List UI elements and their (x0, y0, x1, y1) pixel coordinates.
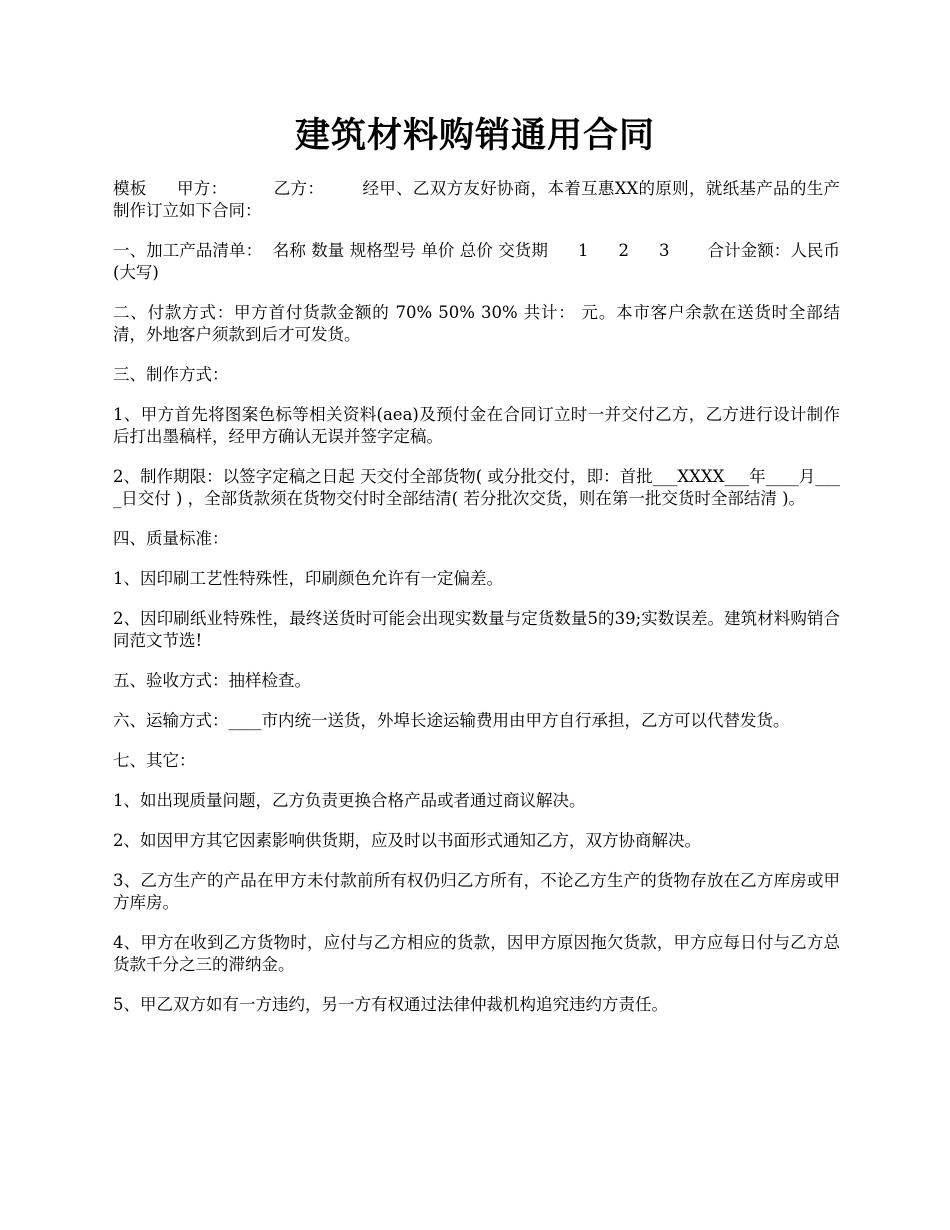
section-7-heading: 七、其它： (113, 751, 196, 770)
section-4-heading: 四、质量标准： (113, 529, 229, 548)
section-3-item-1: 1、甲方首先将图案色标等相关资料(aea)及预付金在合同订立时一并交付乙方，乙方进行设计制作后打出墨稿样，经甲方确认无误并签字定稿。 (113, 405, 840, 446)
product-row-2: 2 (618, 241, 629, 260)
section-4-item-2: 2、因印刷纸业特殊性，最终送货时可能会出现实数量与定货数量5的39;实数误差。建筑材料购销合同范文节选! (113, 609, 840, 650)
intro-paragraph (113, 178, 840, 222)
section-3-item-2: 2、制作期限：以签字定稿之日起 天交付全部货物( 或分批交付，即：首批___XXXX___年____月____日交付 ) ，全部货款须在货物交付时全部结清( 若分批次交货，则在第一批交货时全部结清 )。 (113, 467, 840, 508)
section-7-item-4: 4、甲方在收到乙方货物时，应付与乙方相应的货款，因甲方原因拖欠货款，甲方应每日付与乙方总货款千分之三的滞纳金。 (113, 933, 840, 974)
product-row-3: 3 (658, 241, 670, 260)
document-body (113, 178, 840, 1034)
template-label: 模板 (113, 179, 147, 198)
intro-text: 经甲、乙双方友好协商，本着互惠XX的原则，就纸基产品的生产制作订立如下合同： (113, 179, 841, 220)
section-7-item-3: 3、乙方生产的产品在甲方未付款前所有权仍归乙方所有，不论乙方生产的货物存放在乙方库房或甲方库房。 (113, 871, 840, 912)
section-2-payment: 二、付款方式：甲方首付货款金额的 70% 50% 30% 共计： 元。本市客户余款在送货时全部结清，外地客户须款到后才可发货。 (113, 303, 840, 344)
section-5-inspection: 五、验收方式：抽样检查。 (113, 671, 311, 690)
section-4-item-1: 1、因印刷工艺性特殊性，印刷颜色允许有一定偏差。 (113, 569, 503, 588)
product-total: 合计金额：人民币(大写) (113, 241, 841, 282)
section-3-heading: 三、制作方式： (113, 365, 229, 384)
product-row-1: 1 (577, 241, 589, 260)
section-7-item-5: 5、甲乙双方如有一方违约，另一方有权通过法律仲裁机构追究违约方责任。 (113, 995, 668, 1014)
section-1-product-list (113, 240, 840, 284)
party-b-label: 乙方： (273, 179, 325, 198)
party-a-label: 甲方： (176, 179, 228, 198)
section-7-item-2: 2、如因甲方其它因素影响供货期，应及时以书面形式通知乙方，双方协商解决。 (113, 831, 701, 850)
section-7-item-1: 1、如出现质量问题，乙方负责更换合格产品或者通过商议解决。 (113, 791, 586, 810)
section-6-transport: 六、运输方式：____市内统一送货，外埠长途运输费用由甲方自行承担，乙方可以代替发货。 (113, 711, 790, 730)
section-1-lead: 一、加工产品清单： (113, 241, 263, 260)
document-title: 建筑材料购销通用合同 (294, 115, 655, 156)
product-columns: 名称 数量 规格型号 单价 总价 交货期 (272, 241, 548, 260)
